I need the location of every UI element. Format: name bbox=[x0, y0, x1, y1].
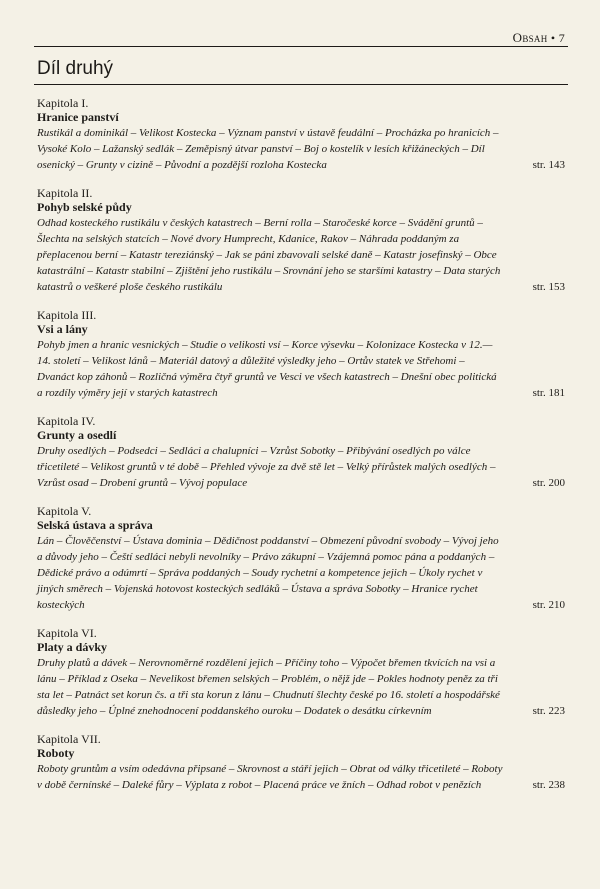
chapter-topics: Pohyb jmen a hranic vesnických – Studie o velikosti vsí – Korce výsevku – Kolonizace Kostecka v 12.—14. století – Velikost lánů – Materiál datový a důležité výsledky jeho – Ortův statek ve Střehomi – Dvanáct kop záhonů – Rozličná výměra čtyř gruntů ve Vesci ve všech katastrech – Dnešní obec politická a rozdíly výměry její v starých katastrech bbox=[37, 339, 497, 399]
header-rule bbox=[34, 46, 568, 47]
chapter-title: Vsi a lány bbox=[37, 322, 88, 336]
chapter-title: Pohyb selské půdy bbox=[37, 200, 132, 214]
chapter-page-ref: str. 153 bbox=[532, 281, 565, 293]
chapter-topics: Druhy osedlých – Podsedci – Sedláci a chalupníci – Vzrůst Sobotky – Přibývání osedlých po válce třicetileté – Velikost gruntů v té době – Přehled vývoje za dvě stě let – Velký přírůstek malých osedlých – Vzrůst osad – Drobení gruntů – Vývoj populace bbox=[37, 445, 496, 489]
chapter-number: Kapitola V. bbox=[37, 504, 92, 518]
running-head bbox=[513, 30, 565, 46]
chapter-list bbox=[37, 96, 565, 806]
chapter-number: Kapitola VII. bbox=[37, 732, 101, 746]
part-title: Díl druhý bbox=[37, 58, 114, 79]
chapter-topics: Rustikál a dominikál – Velikost Kostecka – Význam panství v ústavě feudální – Procházka po hranicích – Vysoké Kolo – Lažanský sedlák – Zeměpisný útvar panství – Boj o kostelík v lesích křižáneckých – Díl osenický – Grunty v cizině – Původní a pozdější rozloha Kostecka bbox=[37, 127, 499, 171]
chapter-title: Grunty a osedlí bbox=[37, 428, 117, 442]
chapter-page-ref: str. 200 bbox=[532, 477, 565, 489]
chapter-topics: Odhad kosteckého rustikálu v českých katastrech – Berní rolla – Staročeské korce – Svádění gruntů – Šlechta na selských statcích – Nové dvory Humprecht, Kdanice, Rakov – Náhrada poddaným za přeplacenou berní – Katastr tereziánský – Jak se páni zbavovali selské daně – Katastr josefinský – Obce katastrální – Katastr stabilní – Zjištění jeho rustikálu – Srovnání jeho se staršími katastry – Data starých katastrů o veškeré ploše českého rustikálu bbox=[37, 217, 501, 293]
chapter-entry bbox=[37, 186, 565, 295]
chapter-title: Hranice panství bbox=[37, 110, 119, 124]
chapter-entry bbox=[37, 626, 565, 719]
chapter-number: Kapitola III. bbox=[37, 308, 97, 322]
chapter-title: Selská ústava a správa bbox=[37, 518, 153, 532]
chapter-title: Roboty bbox=[37, 746, 75, 760]
chapter-page-ref: str. 181 bbox=[532, 387, 565, 399]
chapter-page-ref: str. 210 bbox=[532, 599, 565, 611]
chapter-page-ref: str. 223 bbox=[532, 705, 565, 717]
chapter-page-ref: str. 143 bbox=[532, 159, 565, 171]
chapter-number: Kapitola II. bbox=[37, 186, 93, 200]
chapter-title: Platy a dávky bbox=[37, 640, 108, 654]
header-separator: • bbox=[550, 31, 556, 45]
chapter-entry bbox=[37, 308, 565, 401]
chapter-topics: Roboty gruntům a vsím odedávna připsané – Skrovnost a stáří jejich – Obrat od války třicetileté – Roboty v době černínské – Daleké fůry – Výplata z robot – Placená práce ve žních – Odhad robot v penězích bbox=[37, 763, 503, 791]
chapter-entry bbox=[37, 96, 565, 173]
chapter-entry bbox=[37, 414, 565, 491]
header-page-number: 7 bbox=[558, 31, 565, 45]
section-label: Obsah bbox=[512, 30, 548, 45]
chapter-topics: Druhy platů a dávek – Nerovnoměrné rozdělení jejich – Příčiny toho – Výpočet břemen tkvících na vsi a lánu – Příklad z Oseka – Nevelikost břemen selských – Problém, o nějž jde – Pokles hodnoty peněz za tři sta let – Patnáct set korun čs. a tři sta korun z lánu – Chudnutí šlechty české po 16. století a hospodářské důsledky jeho – Úplné znehodnocení poddanského ouroku – Dodatek o desátku církevním bbox=[37, 657, 500, 717]
chapter-page-ref: str. 238 bbox=[532, 779, 565, 791]
chapter-entry bbox=[37, 732, 565, 793]
chapter-number: Kapitola I. bbox=[37, 96, 89, 110]
chapter-topics: Lán – Člověčenství – Ústava dominia – Dědičnost poddanství – Obmezení původní svobody – Vývoj jeho a důvody jeho – Čeští sedláci nebyli nevolníky – Právo zákupní – Vzájemná pomoc pána a poddaných – Dědické právo a odúmrtí – Správa poddaných – Soudy rychetní a kompetence jejich – Úkoly rychet v jiných směrech – Vojenská hotovost kosteckých sedláků – Ústava a správa Sobotky – Hranice rychet kosteckých bbox=[37, 535, 499, 611]
chapter-number: Kapitola IV. bbox=[37, 414, 96, 428]
part-rule bbox=[34, 84, 568, 85]
chapter-number: Kapitola VI. bbox=[37, 626, 97, 640]
chapter-entry bbox=[37, 504, 565, 613]
